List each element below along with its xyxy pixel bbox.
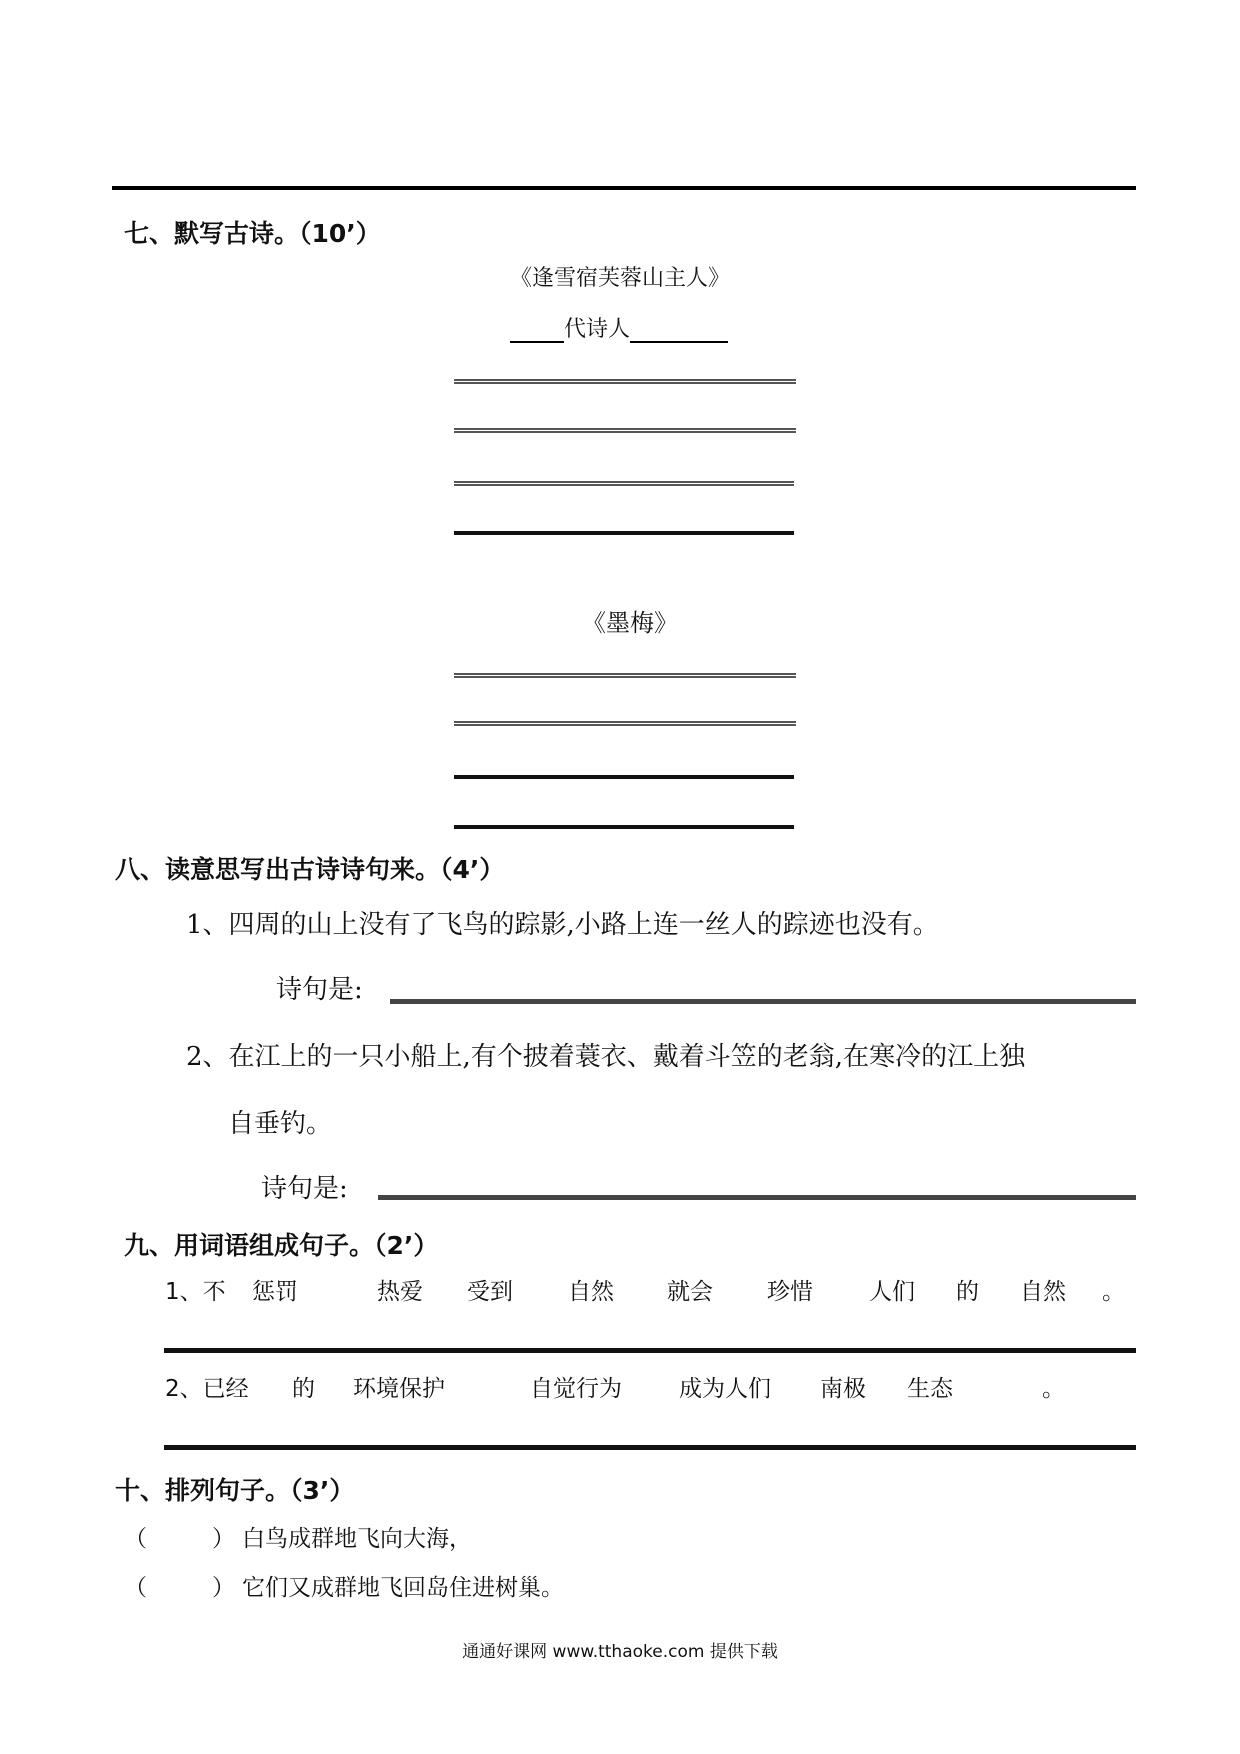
poem1-line-4[interactable] [454,531,794,535]
poem2-title: 《墨梅》 [582,609,678,637]
poem1-line-3[interactable] [454,481,794,486]
order-paren-open: （ [124,1526,147,1552]
word-chip: 人们 [869,1279,915,1305]
order-paren-close: ） [212,1526,235,1552]
sentence-text: 白鸟成群地飞向大海， [242,1526,472,1552]
section8-heading: 八、读意思写出古诗诗句来。（4’） [115,855,505,884]
dynasty-blank[interactable] [510,319,564,343]
word-chip: 的 [956,1279,979,1305]
author-blank[interactable] [630,319,728,343]
section8-q2-answer-line[interactable] [378,1195,1136,1200]
word-chip: 环境保护 [353,1376,445,1402]
word-chip: 1、不 [165,1279,226,1305]
order-number-input[interactable] [150,1522,210,1550]
word-chip: 自然 [1020,1279,1066,1305]
word-chip: 南极 [820,1376,866,1402]
poem1-line-2[interactable] [454,428,796,433]
order-paren-open: （ [124,1575,147,1601]
top-rule [112,186,1136,190]
poem1-line-1[interactable] [454,379,796,384]
section8-q2-text-line2: 自垂钓。 [228,1109,333,1139]
poem2-line-3[interactable] [454,775,794,779]
section9-q2-answer-line[interactable] [164,1445,1136,1450]
word-chip: 热爱 [377,1279,423,1305]
poem2-line-2[interactable] [454,721,796,726]
section10-heading: 十、排列句子。（3’） [115,1476,355,1505]
section8-q1-text: 1、四周的山上没有了飞鸟的踪影,小路上连一丝人的踪迹也没有。 [186,910,939,940]
word-chip: 。 [1042,1376,1065,1402]
section9-heading: 九、用词语组成句子。（2’） [124,1231,439,1260]
word-chip: 自觉行为 [530,1376,622,1402]
section8-q2-text-line1: 2、在江上的一只小船上,有个披着蓑衣、戴着斗笠的老翁,在寒冷的江上独 [186,1042,1026,1072]
footer-text: 通通好课网 www.tthaoke.com 提供下载 [462,1642,778,1662]
poem2-line-4[interactable] [454,825,794,829]
word-chip: 惩罚 [252,1279,298,1305]
poem1-title: 《逢雪宿芙蓉山主人》 [509,266,730,291]
word-chip: 就会 [667,1279,713,1305]
word-chip: 。 [1102,1279,1125,1305]
word-chip: 自然 [568,1279,614,1305]
section7-heading: 七、默写古诗。（10’） [124,219,381,248]
word-chip: 生态 [907,1376,953,1402]
word-chip: 受到 [467,1279,513,1305]
word-chip: 成为人们 [679,1376,771,1402]
word-chip: 的 [292,1376,315,1402]
order-number-input[interactable] [150,1571,210,1599]
dynasty-suffix: 代诗人 [564,317,631,342]
word-chip: 珍惜 [767,1279,813,1305]
section8-q1-answer-line[interactable] [390,999,1136,1004]
order-paren-close: ） [212,1575,235,1601]
poem2-line-1[interactable] [454,673,796,678]
section8-q1-label: 诗句是: [276,975,363,1005]
section8-q2-label: 诗句是: [261,1174,348,1204]
word-chip: 2、已经 [165,1376,249,1402]
section9-q1-answer-line[interactable] [164,1348,1136,1353]
dynasty-author-line [510,312,728,343]
sentence-text: 它们又成群地飞回岛住进树巢。 [242,1575,564,1601]
